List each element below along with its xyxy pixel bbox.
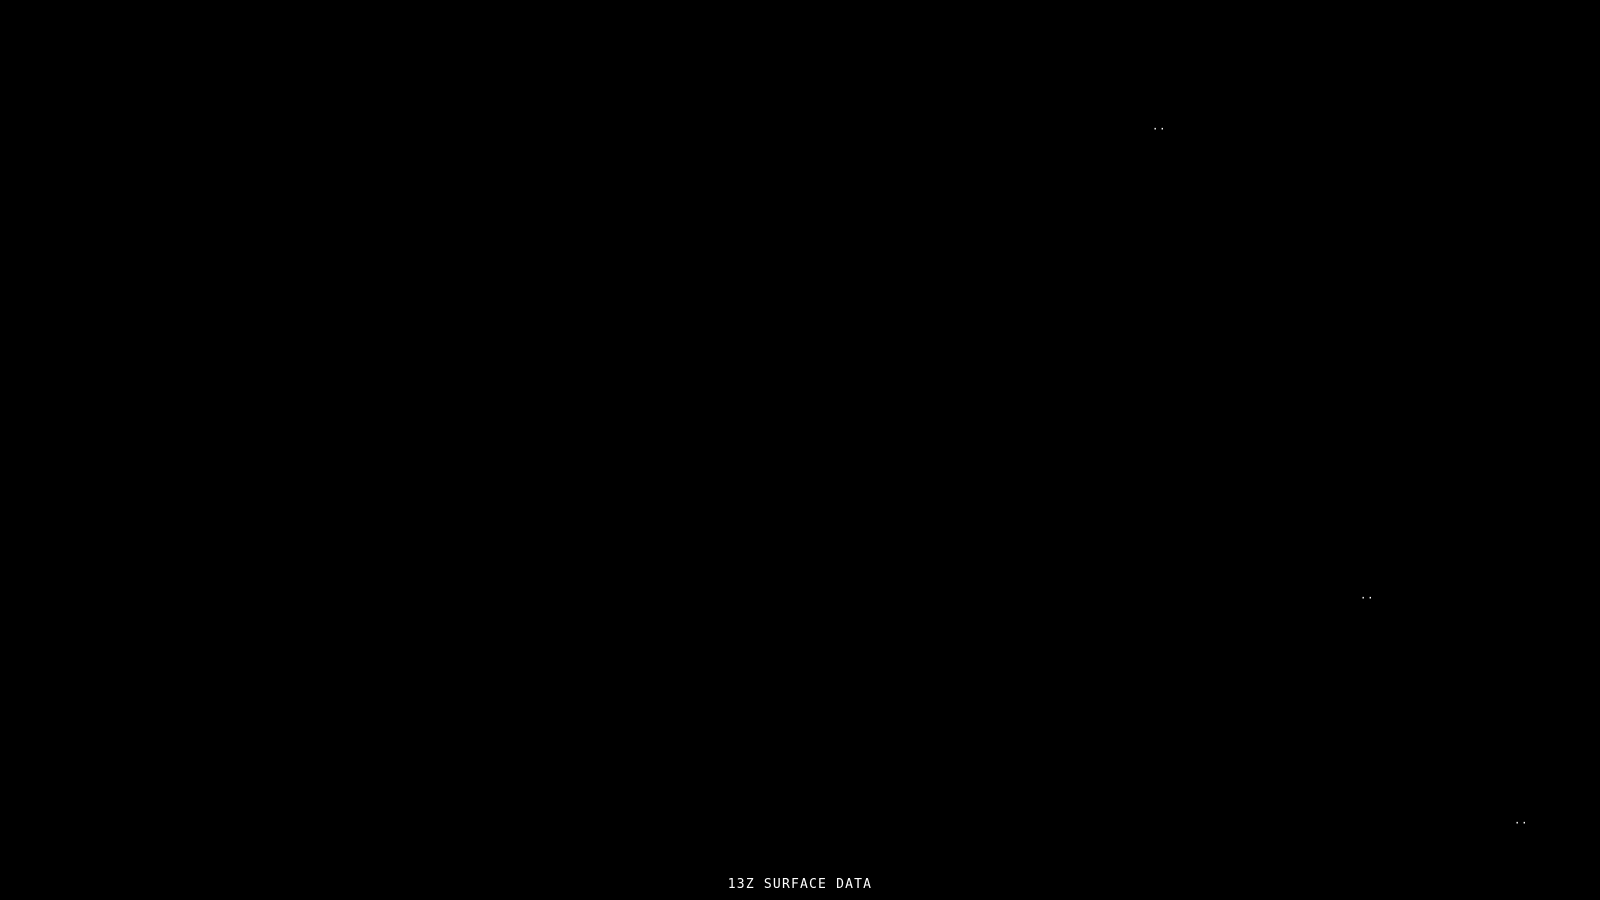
station-plot-2: .. xyxy=(1359,588,1375,602)
map-caption: 13Z SURFACE DATA xyxy=(727,877,873,892)
station-plot-3: .. xyxy=(1513,813,1529,827)
station-plot-1: .. xyxy=(1151,119,1167,133)
